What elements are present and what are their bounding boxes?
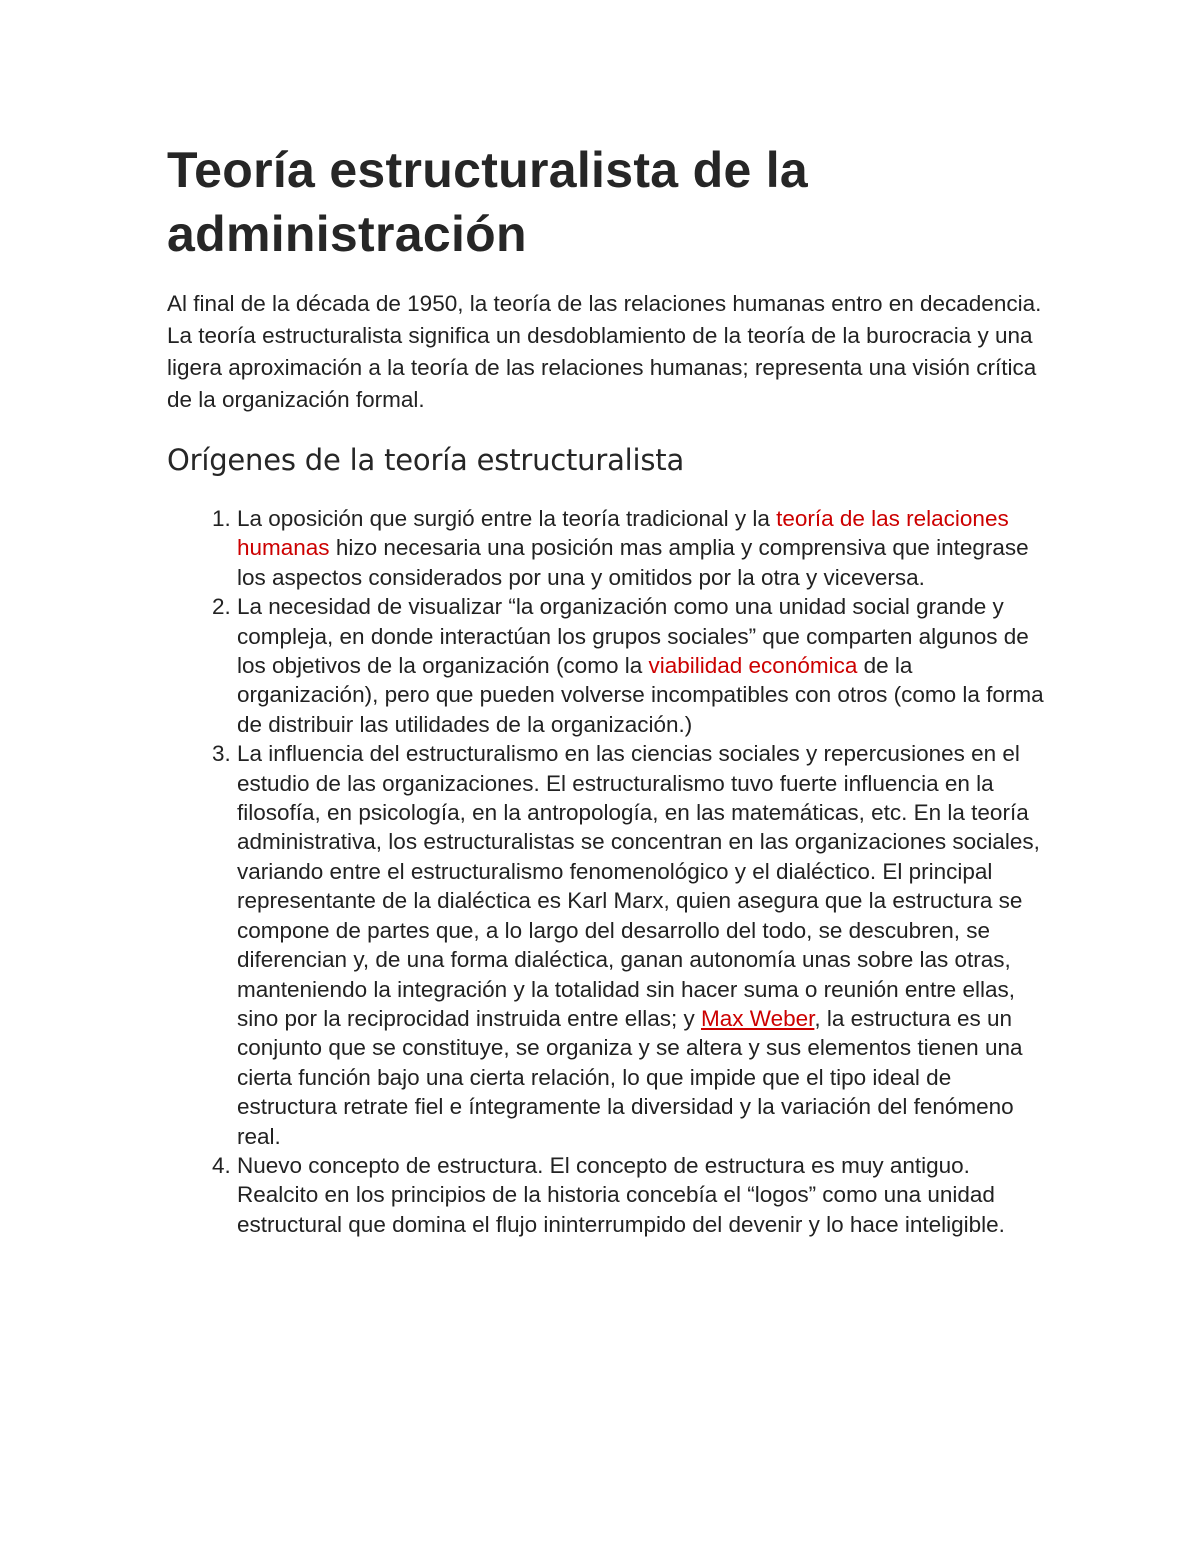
section-heading: Orígenes de la teoría estructuralista xyxy=(167,443,685,477)
intro-paragraph: Al final de la década de 1950, la teoría de las relaciones humanas entro en decadencia. La teoría estructuralista significa un desdoblamiento de la teoría de la burocracia y una ligera aproximación a la teoría de las relaciones humanas; representa una visión crítica de la organización formal. xyxy=(167,291,1042,412)
list-item xyxy=(237,739,1047,1151)
relaciones-humanas-link[interactable]: teoría de las relaciones humanas xyxy=(237,506,1009,561)
document-title: Teoría estructuralista de la administración xyxy=(167,142,809,262)
list-item-text: de la organización), pero que pueden volverse incompatibles con otros (como la forma de distribuir las utilidades de la organización.) xyxy=(237,653,1044,737)
list-item-text: La oposición que surgió entre la teoría tradicional y la xyxy=(237,506,777,531)
list-item xyxy=(237,592,1047,739)
document-page xyxy=(167,138,1047,1239)
origins-list xyxy=(167,504,1047,1239)
list-item-text: hizo necesaria una posición mas amplia y comprensiva que integrase los aspectos considerados por una y omitidos por la otra y viceversa. xyxy=(237,535,1029,590)
list-item-text: La influencia del estructuralismo en las ciencias sociales y repercusiones en el estudio de las organizaciones. El estructuralismo tuvo fuerte influencia en la filosofía, en psicología, en la antropología, en las matemáticas, etc. En la teoría administrativa, los estructuralistas se concentran en las organizaciones sociales, variando entre el estructuralismo fenomenológico y el dialéctico. El principal representante de la dialéctica es Karl Marx, quien asegura que la estructura se compone de partes que, a lo largo del desarrollo del todo, se descubren, se diferencian y, de una forma dialéctica, ganan autonomía unas sobre las otras, manteniendo la integración y la totalidad sin hacer suma o reunión entre ellas, sino por la reciprocidad instruida entre ellas; y xyxy=(237,741,1040,1031)
list-item xyxy=(237,504,1047,592)
list-item-text: , la estructura es un conjunto que se constituye, se organiza y se altera y sus elementos tienen una cierta función bajo una cierta relación, lo que impide que el tipo ideal de estructura retrate fiel e íntegramente la diversidad y la variación del fenómeno real. xyxy=(237,1005,1023,1149)
max-weber-link[interactable]: Max Weber xyxy=(701,1005,815,1031)
list-item-text: Nuevo concepto de estructura. El concepto de estructura es muy antiguo. Realcito en los principios de la historia concebía el “logos” como una unidad estructural que domina el flujo ininterrumpido del devenir y lo hace inteligible. xyxy=(237,1152,1005,1237)
viabilidad-economica-link[interactable]: viabilidad económica xyxy=(648,653,858,679)
list-item xyxy=(237,1151,1047,1239)
list-item-text: La necesidad de visualizar “la organización como una unidad social grande y compleja, en donde interactúan los grupos sociales” que comparten algunos de los objetivos de la organización (como la xyxy=(237,594,1029,679)
